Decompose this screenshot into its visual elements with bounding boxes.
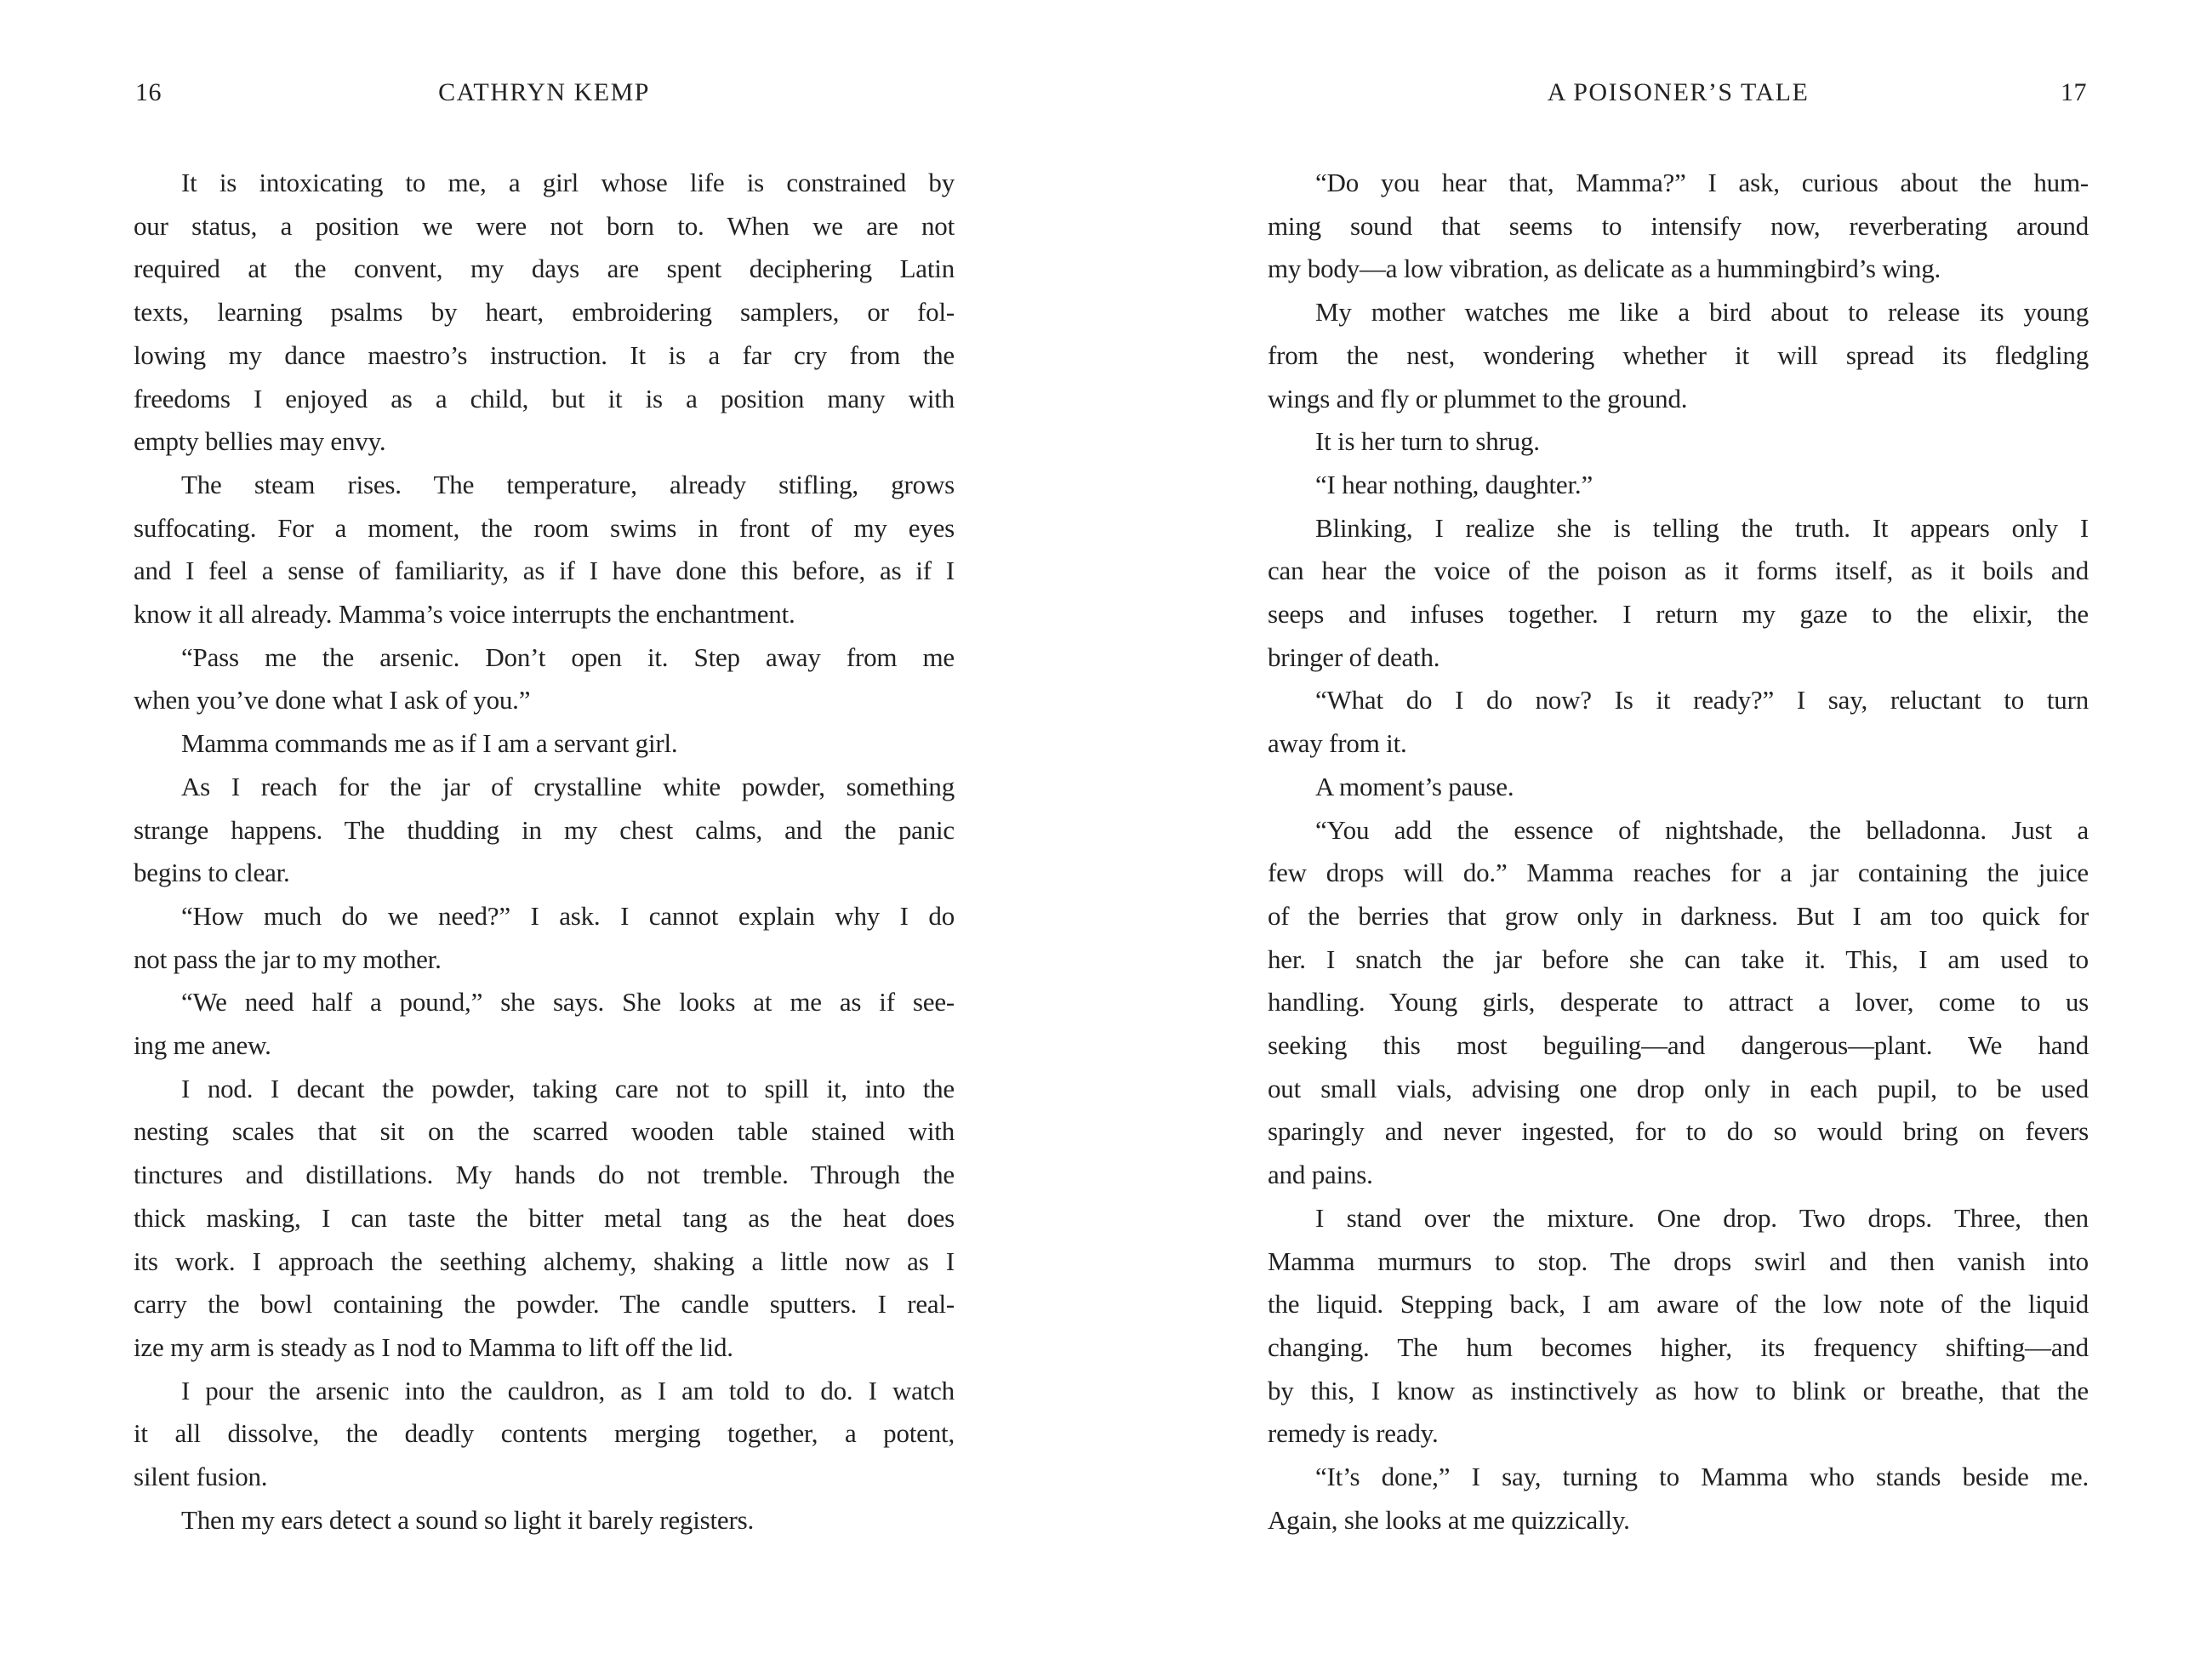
paragraph <box>1268 507 2089 680</box>
text-line: her. I snatch the jar before she can take it. This, I am used to <box>1268 944 2089 974</box>
text-line: of the berries that grow only in darkness. But I am too quick for <box>1268 900 2089 931</box>
right-page-body <box>1268 162 2089 1542</box>
text-line: A moment’s pause. <box>1315 771 1514 801</box>
paragraph <box>134 981 955 1067</box>
paragraph <box>1268 291 2089 420</box>
text-line: texts, learning psalms by heart, embroidering samplers, or fol- <box>134 297 955 328</box>
right-page-number: 17 <box>2061 78 2087 106</box>
paragraph <box>1268 766 2089 809</box>
paragraph <box>1268 162 2089 291</box>
text-line: seeking this most beguiling—and dangerous—plant. We hand <box>1268 1030 2089 1061</box>
text-line: Mamma commands me as if I am a servant girl. <box>181 728 678 759</box>
text-line: wings and fly or plummet to the ground. <box>1268 383 1688 413</box>
text-line: can hear the voice of the poison as it forms itself, as it boils and <box>1268 556 2089 586</box>
text-line: carry the bowl containing the powder. The candle sputters. I real- <box>134 1289 955 1320</box>
text-line: out small vials, advising one drop only in each pupil, to be used <box>1268 1073 2089 1103</box>
paragraph <box>134 636 955 722</box>
text-line: required at the convent, my days are spent deciphering Latin <box>134 254 955 284</box>
text-line: by this, I know as instinctively as how to blink or breathe, that the <box>1268 1375 2089 1405</box>
text-line: The steam rises. The temperature, already stifling, grows <box>181 469 955 499</box>
text-line: our status, a position we were not born to. When we are not <box>134 210 955 241</box>
text-line: changing. The hum becomes higher, its frequency shifting—and <box>1268 1331 2089 1362</box>
paragraph <box>1268 1456 2089 1542</box>
text-line: “How much do we need?” I ask. I cannot explain why I do <box>181 900 955 931</box>
left-running-header: CATHRYN KEMP <box>438 78 650 106</box>
paragraph <box>134 1499 955 1542</box>
left-page-number: 16 <box>135 78 162 106</box>
text-line: I pour the arsenic into the cauldron, as I am told to do. I watch <box>181 1375 955 1405</box>
text-line: It is intoxicating to me, a girl whose life is constrained by <box>181 168 955 197</box>
text-line: Mamma murmurs to stop. The drops swirl and then vanish into <box>1268 1246 2089 1276</box>
paragraph <box>1268 809 2089 1197</box>
text-line: It is her turn to shrug. <box>1315 426 1540 457</box>
left-page <box>134 0 955 1659</box>
text-line: silent fusion. <box>134 1462 268 1492</box>
paragraph <box>1268 679 2089 765</box>
text-line: remedy is ready. <box>1268 1418 1439 1449</box>
text-line: it all dissolve, the deadly contents merging together, a potent, <box>134 1418 955 1449</box>
paragraph <box>1268 464 2089 507</box>
text-line: “It’s done,” I say, turning to Mamma who stands beside me. <box>1315 1462 2089 1492</box>
paragraph <box>1268 1197 2089 1456</box>
text-line: when you’ve done what I ask of you.” <box>134 685 531 715</box>
text-line: I stand over the mixture. One drop. Two drops. Three, then <box>1315 1202 2089 1233</box>
text-line: lowing my dance maestro’s instruction. It is a far cry from the <box>134 339 955 370</box>
paragraph <box>134 895 955 981</box>
text-line: “Pass me the arsenic. Don’t open it. Step away from me <box>181 641 955 672</box>
text-line: ming sound that seems to intensify now, reverberating around <box>1268 210 2089 241</box>
paragraph <box>134 1370 955 1499</box>
text-line: ize my arm is steady as I nod to Mamma to lift off the lid. <box>134 1331 733 1362</box>
text-line: seeps and infuses together. I return my gaze to the elixir, the <box>1268 599 2089 630</box>
text-line: As I reach for the jar of crystalline white powder, something <box>181 771 955 801</box>
paragraph <box>134 162 955 464</box>
text-line: I nod. I decant the powder, taking care not to spill it, into the <box>181 1073 955 1103</box>
text-line: away from it. <box>1268 728 1407 759</box>
right-page <box>1268 0 2089 1659</box>
text-line: from the nest, wondering whether it will spread its fledgling <box>1268 339 2089 370</box>
text-line: bringer of death. <box>1268 641 1440 672</box>
text-line: empty bellies may envy. <box>134 426 386 457</box>
paragraph <box>134 766 955 895</box>
text-line: nesting scales that sit on the scarred wooden table stained with <box>134 1116 955 1147</box>
text-line: thick masking, I can taste the bitter metal tang as the heat does <box>134 1202 955 1233</box>
text-line: its work. I approach the seething alchemy, shaking a little now as I <box>134 1246 955 1276</box>
text-line: “What do I do now? Is it ready?” I say, reluctant to turn <box>1315 685 2089 715</box>
paragraph <box>1268 420 2089 464</box>
text-line: know it all already. Mamma’s voice interrupts the enchantment. <box>134 599 795 630</box>
text-line: Again, she looks at me quizzically. <box>1268 1504 1630 1535</box>
text-line: not pass the jar to my mother. <box>134 944 442 974</box>
left-page-body <box>134 162 955 1542</box>
text-line: tinctures and distillations. My hands do not tremble. Through the <box>134 1160 955 1190</box>
text-line: and I feel a sense of familiarity, as if I have done this before, as if I <box>134 556 955 586</box>
text-line: handling. Young girls, desperate to attract a lover, come to us <box>1268 987 2089 1018</box>
text-line: My mother watches me like a bird about to release its young <box>1315 297 2089 328</box>
text-line: few drops will do.” Mamma reaches for a jar containing the juice <box>1268 858 2089 888</box>
text-line: “You add the essence of nightshade, the belladonna. Just a <box>1315 814 2089 845</box>
text-line: freedoms I enjoyed as a child, but it is a position many with <box>134 383 955 413</box>
text-line: ing me anew. <box>134 1030 271 1061</box>
text-line: the liquid. Stepping back, I am aware of the low note of the liquid <box>1268 1289 2089 1320</box>
text-line: “We need half a pound,” she says. She looks at me as if see- <box>181 987 955 1018</box>
text-line: sparingly and never ingested, for to do so would bring on fevers <box>1268 1116 2089 1147</box>
text-line: strange happens. The thudding in my chest calms, and the panic <box>134 814 955 845</box>
text-line: “Do you hear that, Mamma?” I ask, curious about the hum- <box>1315 168 2089 197</box>
text-line: “I hear nothing, daughter.” <box>1315 469 1593 499</box>
right-running-header: A POISONER’S TALE <box>1547 78 1810 106</box>
text-line: Then my ears detect a sound so light it barely registers. <box>181 1504 754 1535</box>
paragraph <box>134 464 955 636</box>
text-line: my body—a low vibration, as delicate as a hummingbird’s wing. <box>1268 254 1941 284</box>
text-line: begins to clear. <box>134 858 290 888</box>
right-page-header <box>1268 79 2089 110</box>
text-line: suffocating. For a moment, the room swims in front of my eyes <box>134 512 955 543</box>
left-page-header <box>134 79 955 110</box>
paragraph <box>134 1068 955 1370</box>
text-line: Blinking, I realize she is telling the truth. It appears only I <box>1315 512 2089 543</box>
text-line: and pains. <box>1268 1160 1373 1190</box>
paragraph <box>134 722 955 766</box>
